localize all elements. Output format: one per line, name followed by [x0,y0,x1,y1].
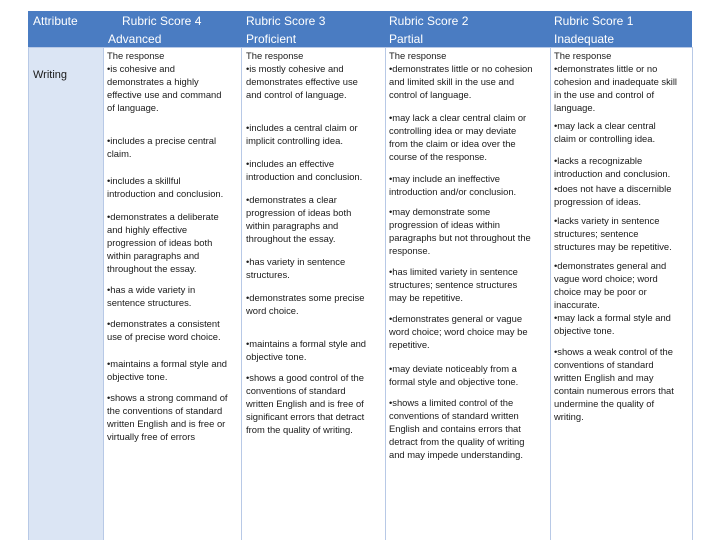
proficient-criterion: •includes an effective introduction and conclusion. [246,158,363,182]
advanced-column [107,49,240,443]
advanced-criterion: •demonstrates a deliberate and highly effective progression of ideas both within paragraphs and throughout the essay. [107,211,219,274]
inadequate-criterion: •does not have a discernible progression of ideas. [554,183,672,207]
partial-criterion: •demonstrates general or vague word choice; word choice may be repetitive. [389,313,528,350]
header-advanced-score: Rubric Score 4 [122,14,202,28]
proficient-column [246,49,384,436]
advanced-criterion: •shows a strong command of the conventions of standard written English and is free or virtually free of errors [107,392,228,442]
row-label-writing: Writing [33,69,68,81]
partial-criterion: The response •demonstrates little or no cohesion and limited skill in the use and control of language. [389,50,533,100]
inadequate-criterion: •lacks a recognizable introduction and conclusion. [554,155,671,179]
header-partial-label: Partial [389,32,424,46]
advanced-criterion: The response •is cohesive and demonstrates a highly effective use and command of language. [107,50,222,113]
proficient-criterion: •maintains a formal style and objective tone. [246,338,367,362]
partial-criterion: •may demonstrate some progression of ideas within paragraphs but not throughout the response. [389,206,531,256]
proficient-criterion: •has variety in sentence structures. [246,256,346,280]
advanced-criterion: •demonstrates a consistent use of precise word choice. [107,318,221,342]
partial-criterion: •may include an ineffective introduction and/or conclusion. [389,173,517,197]
header-row [28,11,692,47]
inadequate-criterion: •may lack a formal style and objective tone. [554,312,671,336]
header-attribute-label: Attribute [33,14,78,28]
row-divider [28,47,692,48]
header-proficient-score: Rubric Score 3 [246,14,326,28]
inadequate-criterion: •lacks variety in sentence structures; sentence structures may be repetitive. [554,215,672,252]
header-inadequate-score: Rubric Score 1 [554,14,634,28]
column-divider [241,47,242,540]
advanced-criterion: •maintains a formal style and objective tone. [107,358,228,382]
inadequate-criterion: •shows a weak control of the conventions of standard written English and may contain numerous errors that undermine the quality of writing. [554,346,674,422]
header-inadequate-label: Inadequate [554,32,615,46]
partial-criterion: •may deviate noticeably from a formal style and objective tone. [389,363,519,387]
proficient-criterion: •shows a good control of the conventions of standard written English and is free of significant errors that detract from the quality of writing. [246,372,365,435]
advanced-criterion: •includes a skillful introduction and conclusion. [107,175,224,199]
proficient-criterion: •demonstrates a clear progression of ideas both within paragraphs and throughout the essay. [246,194,352,244]
inadequate-column [554,49,692,423]
column-divider [28,47,29,540]
inadequate-criterion: •may lack a clear central claim or controlling idea. [554,120,656,144]
inadequate-criterion: The response •demonstrates little or no cohesion and inadequate skill in the use and control of language. [554,50,678,113]
advanced-criterion: •has a wide variety in sentence structures. [107,284,196,308]
partial-criterion: •has limited variety in sentence structures; sentence structures may be repetitive. [389,266,518,303]
inadequate-criterion: •demonstrates general and vague word choice; word choice may be poor or inaccurate. [554,260,667,310]
proficient-criterion: The response •is mostly cohesive and demonstrates effective use and control of language. [246,50,358,100]
advanced-criterion: •includes a precise central claim. [107,135,217,159]
partial-column [389,49,553,461]
header-proficient-label: Proficient [246,32,297,46]
partial-criterion: •may lack a clear central claim or controlling idea or may deviate from the claim or idea over the course of the response. [389,112,527,162]
column-divider [385,47,386,540]
header-partial-score: Rubric Score 2 [389,14,469,28]
column-divider [103,47,104,540]
proficient-criterion: •demonstrates some precise word choice. [246,292,365,316]
partial-criterion: •shows a limited control of the conventions of standard written English and contains errors that detract from the quality of writing and may impede understanding. [389,397,525,460]
attribute-column [28,47,103,540]
header-advanced-label: Advanced [108,32,162,46]
proficient-criterion: •includes a central claim or implicit controlling idea. [246,122,358,146]
column-divider [692,47,693,540]
